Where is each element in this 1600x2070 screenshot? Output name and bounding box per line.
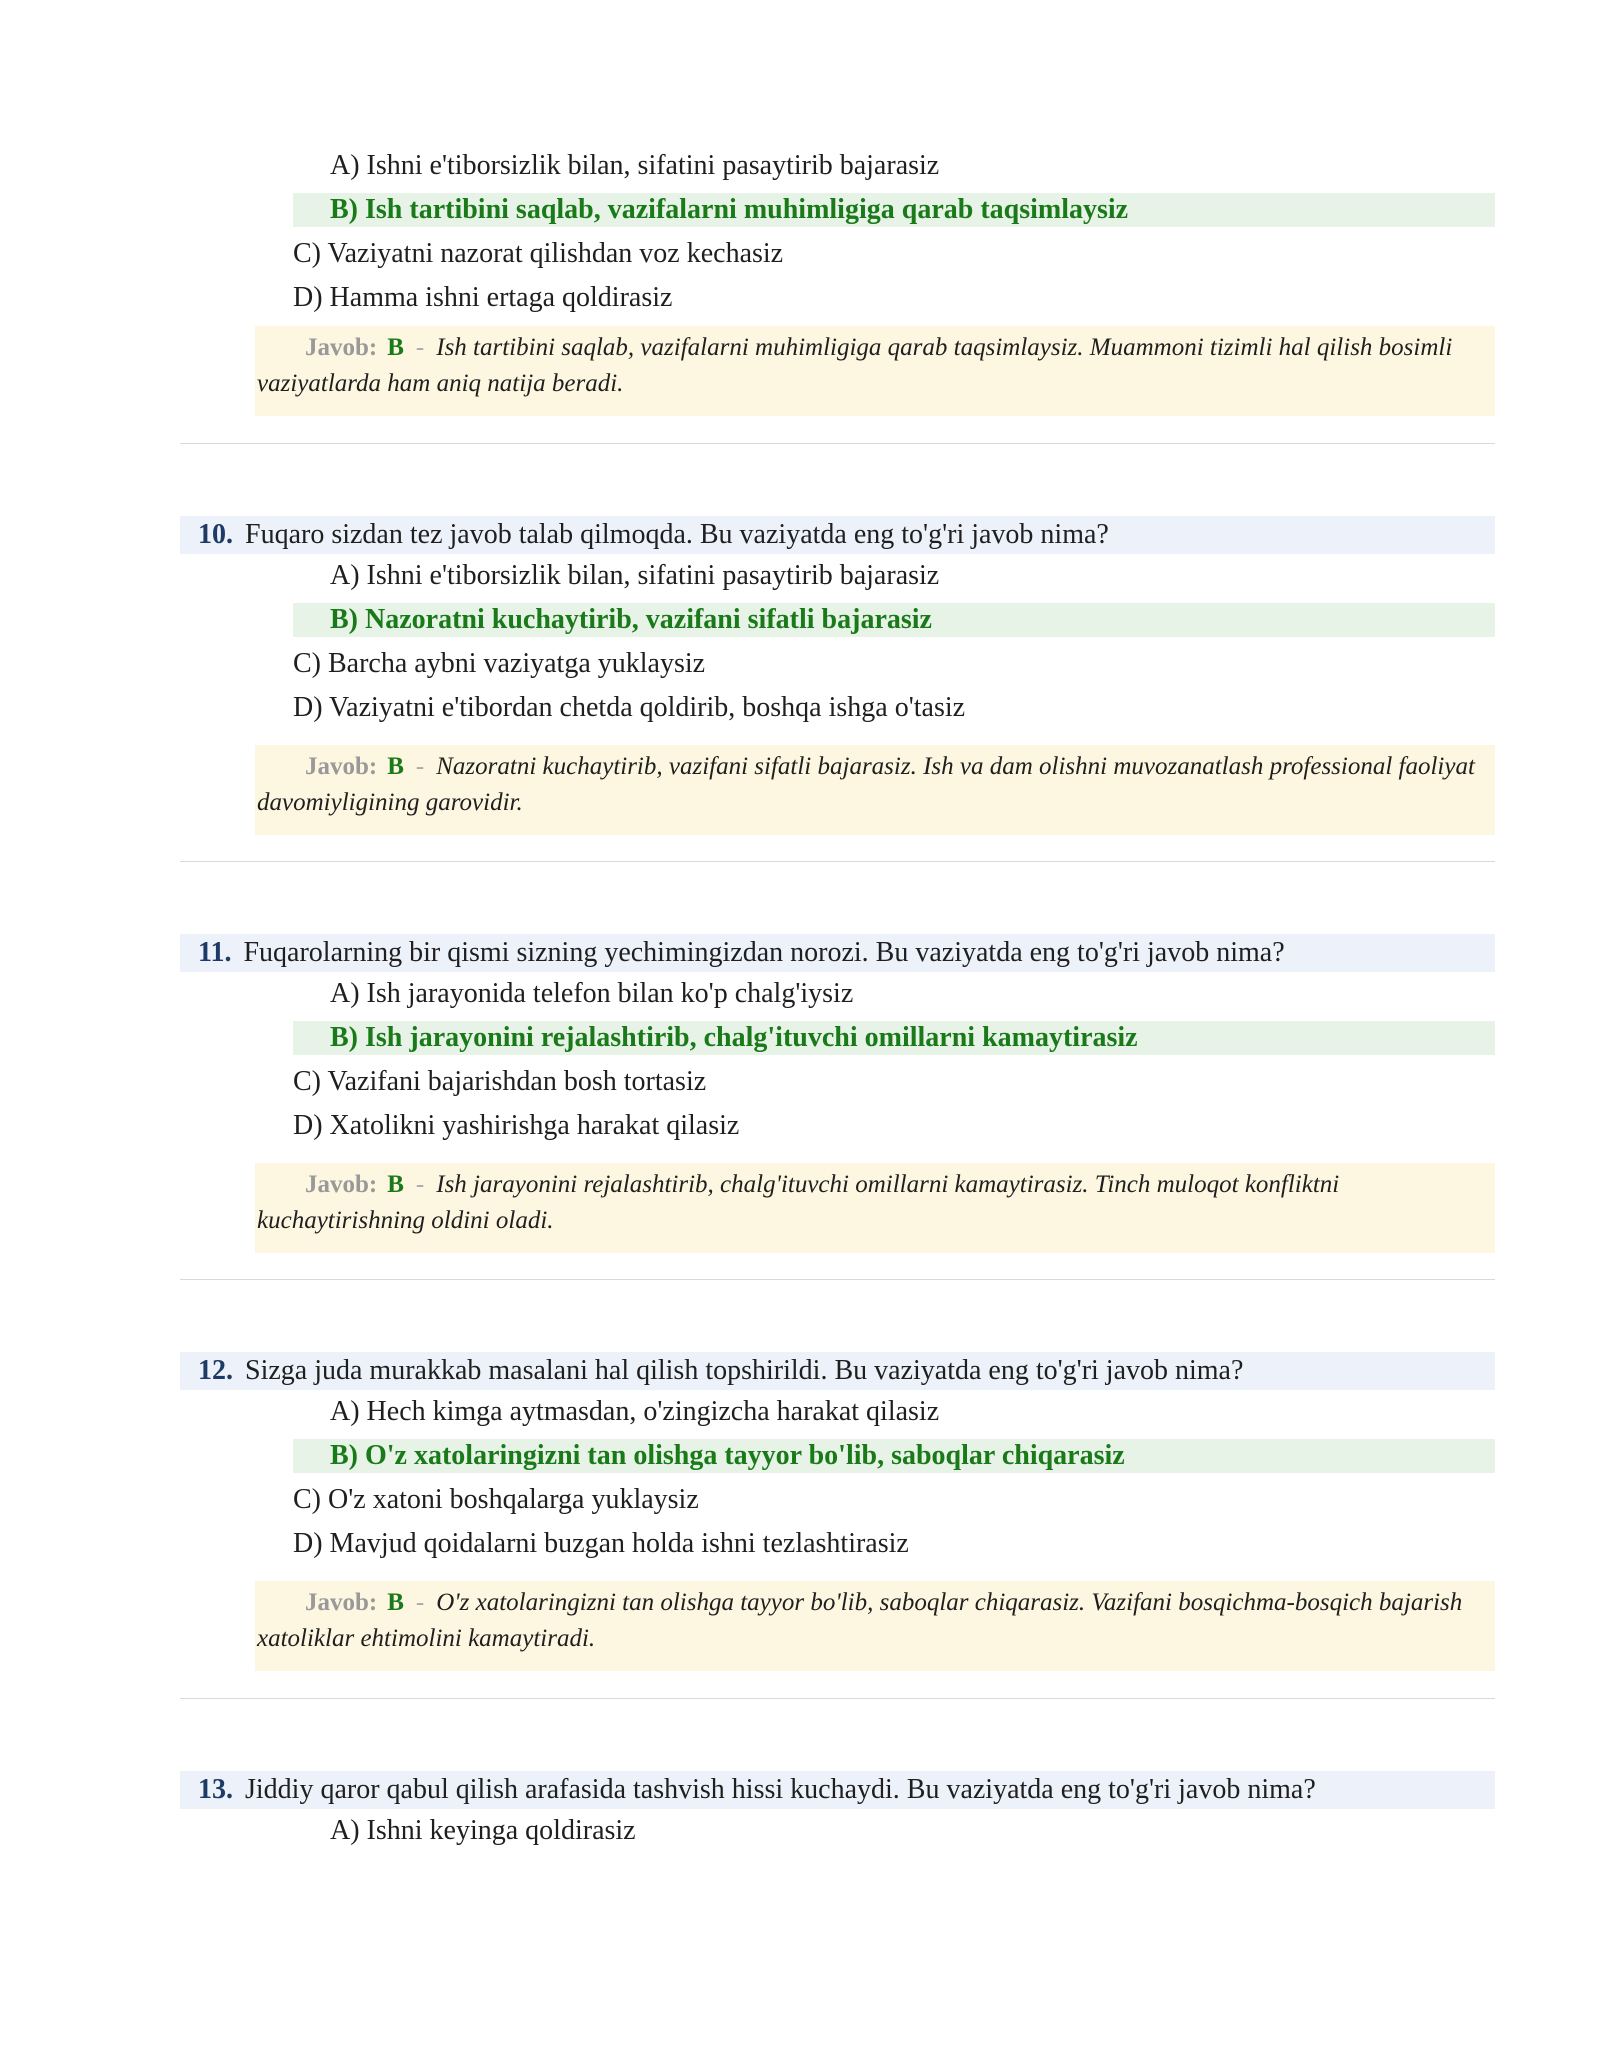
option-d: D) Vaziyatni e'tibordan chetda qoldirib, boshqa ishga o'tasiz	[293, 692, 966, 723]
question-number: 10.	[198, 519, 233, 550]
answer-label: Javob:	[305, 334, 378, 361]
answer-box	[255, 326, 1495, 416]
question-heading	[180, 1771, 1495, 1809]
answer-dash: -	[415, 1171, 425, 1198]
option-d: D) Hamma ishni ertaga qoldirasiz	[293, 282, 673, 313]
answer-dash: -	[415, 334, 425, 361]
option-a: A) Hech kimga aytmasdan, o'zingizcha harakat qilasiz	[330, 1396, 940, 1427]
option-c: C) Vaziyatni nazorat qilishdan voz kechasiz	[293, 238, 784, 269]
option-a: A) Ishni keyinga qoldirasiz	[330, 1815, 636, 1846]
option-a: A) Ishni e'tiborsizlik bilan, sifatini pasaytirib bajarasiz	[330, 560, 940, 591]
option-c: C) O'z xatoni boshqalarga yuklaysiz	[293, 1484, 699, 1515]
answer-letter: B	[387, 334, 404, 361]
question-text: Fuqarolarning bir qismi sizning yechimingizdan norozi. Bu vaziyatda eng to'g'ri javob nima?	[243, 937, 1285, 968]
answer-box	[255, 745, 1495, 835]
question-number: 11.	[198, 937, 232, 968]
option-b-correct: B) Nazoratni kuchaytirib, vazifani sifatli bajarasiz	[293, 603, 1495, 637]
answer-explanation: O'z xatolaringizni tan olishga tayyor bo'lib, saboqlar chiqarasiz. Vazifani bosqichma-bosqich bajarish xatoliklar ehtimolini kamaytiradi.	[257, 1589, 1463, 1652]
question-heading	[180, 516, 1495, 554]
question-10	[180, 516, 1495, 730]
question-11	[180, 934, 1495, 1148]
answer-explanation: Ish tartibini saqlab, vazifalarni muhimligiga qarab taqsimlaysiz. Muammoni tizimli hal qilish bosimli vaziyatlarda ham aniq natija beradi.	[257, 334, 1453, 397]
divider	[180, 443, 1495, 444]
question-12	[180, 1352, 1495, 1566]
answer-label: Javob:	[305, 753, 378, 780]
divider	[180, 1698, 1495, 1699]
answer-box	[255, 1163, 1495, 1253]
option-d: D) Xatolikni yashirishga harakat qilasiz	[293, 1110, 740, 1141]
question-9-options	[180, 144, 1495, 320]
question-heading	[180, 1352, 1495, 1390]
option-c: C) Vazifani bajarishdan bosh tortasiz	[293, 1066, 707, 1097]
answer-label: Javob:	[305, 1171, 378, 1198]
question-number: 12.	[198, 1355, 233, 1386]
option-a: A) Ish jarayonida telefon bilan ko'p chalg'iysiz	[330, 978, 854, 1009]
option-d: D) Mavjud qoidalarni buzgan holda ishni tezlashtirasiz	[293, 1528, 909, 1559]
answer-dash: -	[415, 1589, 425, 1616]
question-text: Jiddiy qaror qabul qilish arafasida tashvish hissi kuchaydi. Bu vaziyatda eng to'g'ri javob nima?	[245, 1774, 1316, 1805]
option-b-correct: B) O'z xatolaringizni tan olishga tayyor bo'lib, saboqlar chiqarasiz	[293, 1439, 1495, 1473]
answer-letter: B	[387, 1589, 404, 1616]
question-heading	[180, 934, 1495, 972]
question-number: 13.	[198, 1774, 233, 1805]
option-b-correct: B) Ish tartibini saqlab, vazifalarni muhimligiga qarab taqsimlaysiz	[293, 193, 1495, 227]
answer-box	[255, 1581, 1495, 1671]
divider	[180, 1279, 1495, 1280]
answer-explanation: Ish jarayonini rejalashtirib, chalg'ituvchi omillarni kamaytirasiz. Tinch muloqot konfliktni kuchaytirishning oldini oladi.	[257, 1171, 1340, 1234]
answer-dash: -	[415, 753, 425, 780]
answer-letter: B	[387, 753, 404, 780]
option-a: A) Ishni e'tiborsizlik bilan, sifatini pasaytirib bajarasiz	[330, 150, 940, 181]
answer-explanation: Nazoratni kuchaytirib, vazifani sifatli bajarasiz. Ish va dam olishni muvozanatlash professional faoliyat davomiyligining garovidir.	[257, 753, 1475, 816]
question-text: Sizga juda murakkab masalani hal qilish topshirildi. Bu vaziyatda eng to'g'ri javob nima?	[245, 1355, 1244, 1386]
answer-letter: B	[387, 1171, 404, 1198]
divider	[180, 861, 1495, 862]
question-13	[180, 1771, 1495, 1853]
answer-label: Javob:	[305, 1589, 378, 1616]
question-text: Fuqaro sizdan tez javob talab qilmoqda. Bu vaziyatda eng to'g'ri javob nima?	[245, 519, 1109, 550]
option-c: C) Barcha aybni vaziyatga yuklaysiz	[293, 648, 706, 679]
option-b-correct: B) Ish jarayonini rejalashtirib, chalg'ituvchi omillarni kamaytirasiz	[293, 1021, 1495, 1055]
